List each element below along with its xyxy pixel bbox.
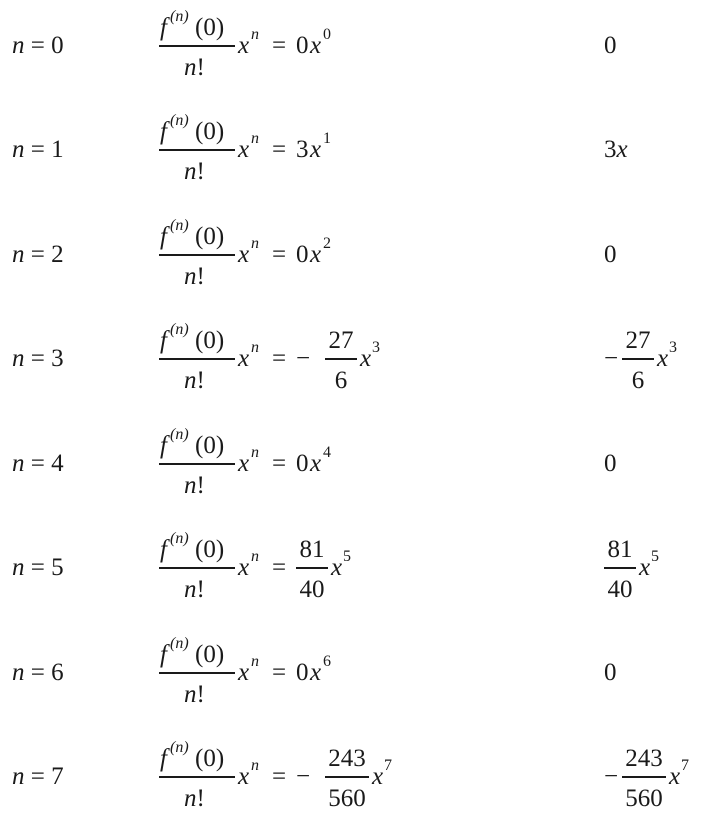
lhs-f: f (160, 641, 167, 668)
n-index-label (12, 764, 64, 789)
lhs-x-power: n (251, 235, 259, 252)
lhs-x: x (238, 763, 250, 790)
term-coefficient: 3 (296, 136, 309, 163)
term-coefficient: 0 (296, 659, 309, 686)
lhs-derivative-order: (n) (170, 635, 189, 652)
result-x: x (669, 763, 681, 790)
term-sign: − (296, 763, 311, 790)
lhs-x: x (238, 345, 250, 372)
result-x: x (616, 136, 628, 163)
result-coefficient: 3 (604, 136, 617, 163)
term-power: 5 (343, 548, 351, 565)
lhs-factorial-n: n (184, 54, 197, 81)
lhs-x: x (238, 450, 250, 477)
lhs-factorial-bang: ! (196, 54, 205, 81)
lhs-factorial-n: n (184, 785, 197, 812)
term-x: x (331, 554, 343, 581)
lhs-derivative-order: (n) (170, 8, 189, 25)
equals-sign: = (272, 136, 287, 163)
lhs-factorial-bang: ! (196, 785, 205, 812)
lhs-f: f (160, 223, 167, 250)
result-numerator: 27 (625, 327, 651, 354)
result-denominator: 6 (631, 367, 645, 394)
result-value: 0 (604, 450, 617, 477)
n-variable: n (12, 763, 25, 790)
term-denominator: 40 (299, 576, 325, 603)
lhs-f: f (160, 327, 167, 354)
equals-sign: = (272, 32, 287, 59)
term-power: 2 (323, 235, 331, 252)
lhs-factorial-n: n (184, 263, 197, 290)
lhs-argument: (0) (195, 641, 225, 668)
lhs-argument: (0) (195, 536, 225, 563)
lhs-x-power: n (251, 444, 259, 461)
term-power: 3 (372, 339, 380, 356)
result-denominator: 40 (607, 576, 633, 603)
lhs-x-power: n (251, 339, 259, 356)
lhs-factorial-bang: ! (196, 158, 205, 185)
lhs-argument: (0) (195, 745, 225, 772)
term-x: x (310, 450, 322, 477)
result-value: 0 (604, 32, 617, 59)
lhs-factorial-n: n (184, 472, 197, 499)
term-x: x (310, 32, 322, 59)
lhs-factorial-n: n (184, 367, 197, 394)
lhs-fraction-bar (159, 776, 235, 778)
term-denominator: 560 (328, 785, 366, 812)
lhs-x-power: n (251, 757, 259, 774)
equals-sign: = (272, 345, 287, 372)
n-value: = 2 (24, 241, 64, 268)
result-x: x (639, 554, 651, 581)
term-x: x (310, 659, 322, 686)
result-fraction-bar (622, 776, 666, 778)
n-variable: n (12, 345, 25, 372)
lhs-x: x (238, 241, 250, 268)
lhs-factorial-bang: ! (196, 263, 205, 290)
equals-sign: = (272, 241, 287, 268)
n-variable: n (12, 450, 25, 477)
lhs-factorial-n: n (184, 576, 197, 603)
result-sign: − (604, 345, 619, 372)
lhs-f: f (160, 118, 167, 145)
n-value: = 4 (24, 450, 64, 477)
term-numerator: 81 (299, 536, 325, 563)
lhs-factorial-bang: ! (196, 472, 205, 499)
lhs-x-power: n (251, 653, 259, 670)
result-power: 7 (681, 757, 689, 774)
n-variable: n (12, 241, 25, 268)
term-power: 1 (323, 130, 331, 147)
lhs-derivative-order: (n) (170, 739, 189, 756)
lhs-x: x (238, 32, 250, 59)
term-coefficient: 0 (296, 32, 309, 59)
lhs-f: f (160, 745, 167, 772)
equals-sign: = (272, 659, 287, 686)
lhs-argument: (0) (195, 14, 225, 41)
term-power: 0 (323, 26, 331, 43)
term-power: 7 (384, 757, 392, 774)
n-variable: n (12, 659, 25, 686)
lhs-derivative-order: (n) (170, 530, 189, 547)
lhs-factorial-n: n (184, 681, 197, 708)
lhs-derivative-order: (n) (170, 321, 189, 338)
lhs-f: f (160, 536, 167, 563)
n-variable: n (12, 32, 25, 59)
lhs-factorial (184, 786, 205, 811)
equals-sign: = (272, 450, 287, 477)
lhs-x-power: n (251, 130, 259, 147)
lhs-f: f (160, 432, 167, 459)
term-numerator: 27 (328, 327, 354, 354)
n-variable: n (12, 554, 25, 581)
lhs-derivative-order: (n) (170, 426, 189, 443)
term-sign: − (296, 345, 311, 372)
lhs-argument: (0) (195, 432, 225, 459)
lhs-argument: (0) (195, 118, 225, 145)
lhs-x-power: n (251, 548, 259, 565)
term-x: x (310, 136, 322, 163)
n-value: = 0 (24, 32, 64, 59)
term-coefficient: 0 (296, 450, 309, 477)
n-value: = 6 (24, 659, 64, 686)
n-value: = 3 (24, 345, 64, 372)
result-denominator: 560 (625, 785, 663, 812)
term-coefficient: 0 (296, 241, 309, 268)
term-power: 6 (323, 653, 331, 670)
n-variable: n (12, 136, 25, 163)
lhs-argument: (0) (195, 223, 225, 250)
term-x: x (360, 345, 372, 372)
lhs-factorial-bang: ! (196, 681, 205, 708)
result-numerator: 243 (625, 745, 663, 772)
term-denominator: 6 (334, 367, 348, 394)
term-x: x (372, 763, 384, 790)
term-fraction-bar (325, 776, 369, 778)
term-power: 4 (323, 444, 331, 461)
lhs-derivative-order: (n) (170, 217, 189, 234)
equals-sign: = (272, 554, 287, 581)
n-value: = 7 (24, 763, 64, 790)
equals-sign: = (272, 763, 287, 790)
lhs-x-power: n (251, 26, 259, 43)
lhs-factorial-n: n (184, 158, 197, 185)
lhs-factorial-bang: ! (196, 367, 205, 394)
result-power: 5 (651, 548, 659, 565)
result-x: x (657, 345, 669, 372)
lhs-argument: (0) (195, 327, 225, 354)
lhs-factorial-bang: ! (196, 576, 205, 603)
lhs-f: f (160, 14, 167, 41)
result-power: 3 (669, 339, 677, 356)
result-value: 0 (604, 241, 617, 268)
lhs-x: x (238, 554, 250, 581)
term-x: x (310, 241, 322, 268)
result-value: 0 (604, 659, 617, 686)
n-value: = 1 (24, 136, 64, 163)
lhs-x: x (238, 659, 250, 686)
n-value: = 5 (24, 554, 64, 581)
result-sign: − (604, 763, 619, 790)
lhs-x: x (238, 136, 250, 163)
term-numerator: 243 (328, 745, 366, 772)
result-numerator: 81 (607, 536, 633, 563)
lhs-derivative-order: (n) (170, 112, 189, 129)
